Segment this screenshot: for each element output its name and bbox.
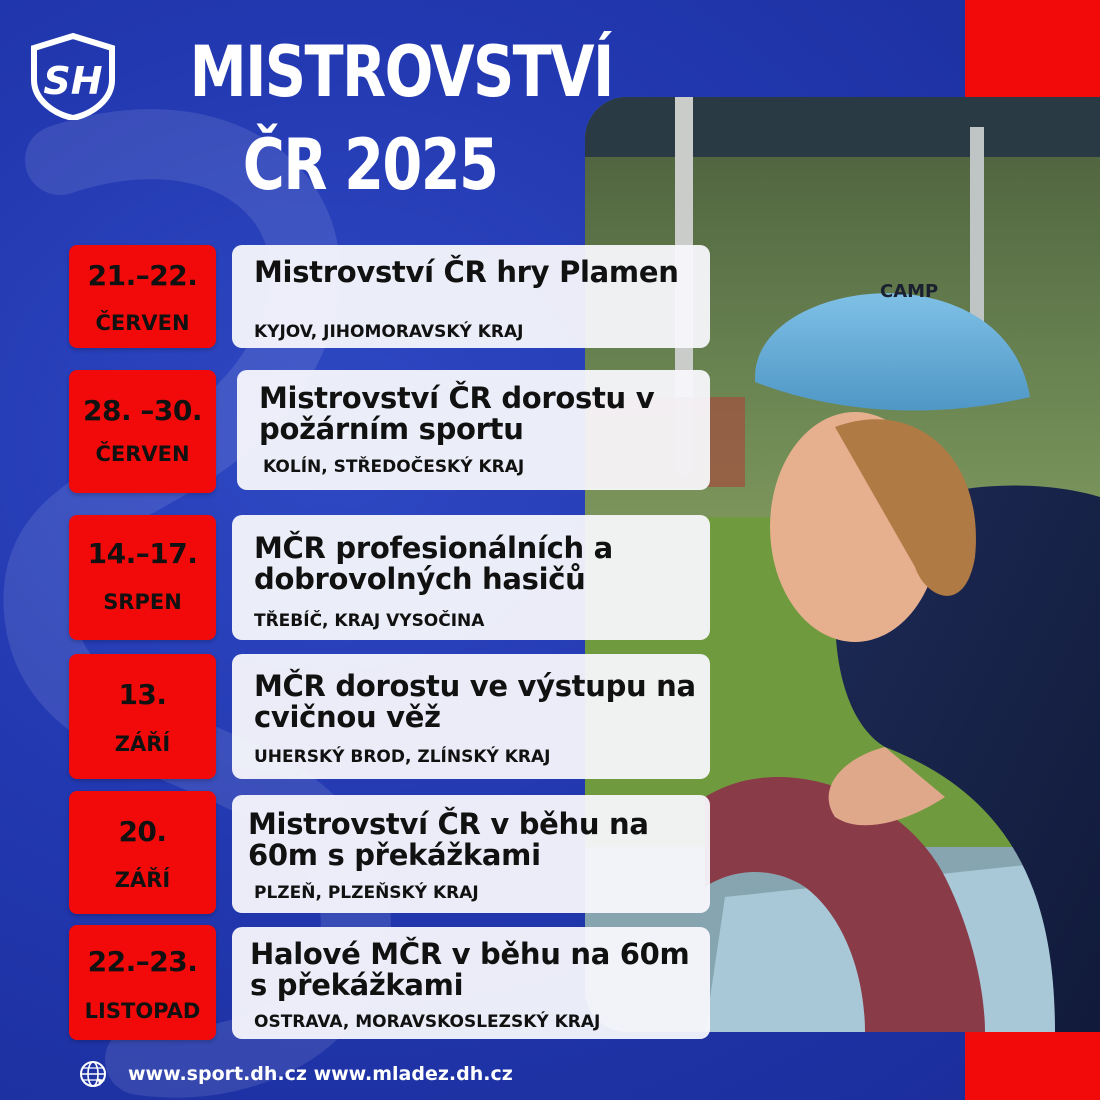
- event-month: ZÁŘÍ: [114, 732, 171, 756]
- event-month: ČERVEN: [95, 442, 190, 466]
- event-card: [232, 245, 710, 348]
- event-date-box: [69, 791, 216, 914]
- event-date-box: [69, 654, 216, 779]
- svg-text:SH: SH: [43, 59, 103, 103]
- event-date: 13.: [118, 678, 167, 711]
- event-title: Mistrovství ČR hry Plamen: [254, 255, 679, 289]
- sh-logo-icon: [28, 30, 118, 120]
- event-month: ČERVEN: [95, 311, 190, 335]
- event-date: 14.–17.: [87, 537, 198, 570]
- footer-links[interactable]: www.sport.dh.cz www.mladez.dh.cz: [128, 1063, 513, 1085]
- event-place: KYJOV, JIHOMORAVSKÝ KRAJ: [254, 322, 524, 342]
- event-month: ZÁŘÍ: [114, 868, 171, 892]
- event-card: [232, 654, 710, 779]
- event-month: SRPEN: [103, 590, 182, 614]
- event-title: MČR profesionálních a dobrovolných hasičů: [254, 531, 613, 596]
- title-line-1: MISTROVSTVÍ: [189, 31, 613, 113]
- event-title: Mistrovství ČR v běhu na 60m s překážkami: [248, 807, 649, 872]
- event-date: 22.–23.: [87, 945, 198, 978]
- event-card: [237, 370, 710, 490]
- event-date-box: [69, 925, 216, 1040]
- event-date: 21.–22.: [87, 259, 198, 292]
- event-card: [232, 795, 710, 913]
- event-date: 20.: [118, 815, 167, 848]
- event-place: PLZEŇ, PLZEŇSKÝ KRAJ: [254, 883, 479, 903]
- event-card: [232, 927, 710, 1039]
- event-place: TŘEBÍČ, KRAJ VYSOČINA: [254, 611, 485, 631]
- event-title: MČR dorostu ve výstupu na cvičnou věž: [254, 669, 696, 734]
- event-place: UHERSKÝ BROD, ZLÍNSKÝ KRAJ: [254, 747, 551, 767]
- event-date-box: [69, 370, 216, 493]
- page-title: [189, 26, 613, 212]
- globe-icon: [78, 1059, 108, 1089]
- event-date-box: [69, 515, 216, 640]
- event-date: 28. –30.: [83, 394, 202, 427]
- event-place: OSTRAVA, MORAVSKOSLEZSKÝ KRAJ: [254, 1012, 601, 1032]
- title-line-2: ČR 2025: [242, 124, 498, 206]
- event-place: KOLÍN, STŘEDOČESKÝ KRAJ: [263, 457, 525, 477]
- helmet-brand-text: CAMP: [880, 281, 939, 302]
- event-title: Halové MČR v běhu na 60m s překážkami: [250, 937, 690, 1002]
- event-card: [232, 515, 710, 640]
- event-month: LISTOPAD: [84, 999, 201, 1023]
- event-date-box: [69, 245, 216, 348]
- footer: [78, 1058, 513, 1090]
- event-title: Mistrovství ČR dorostu v požárním sportu: [259, 381, 655, 446]
